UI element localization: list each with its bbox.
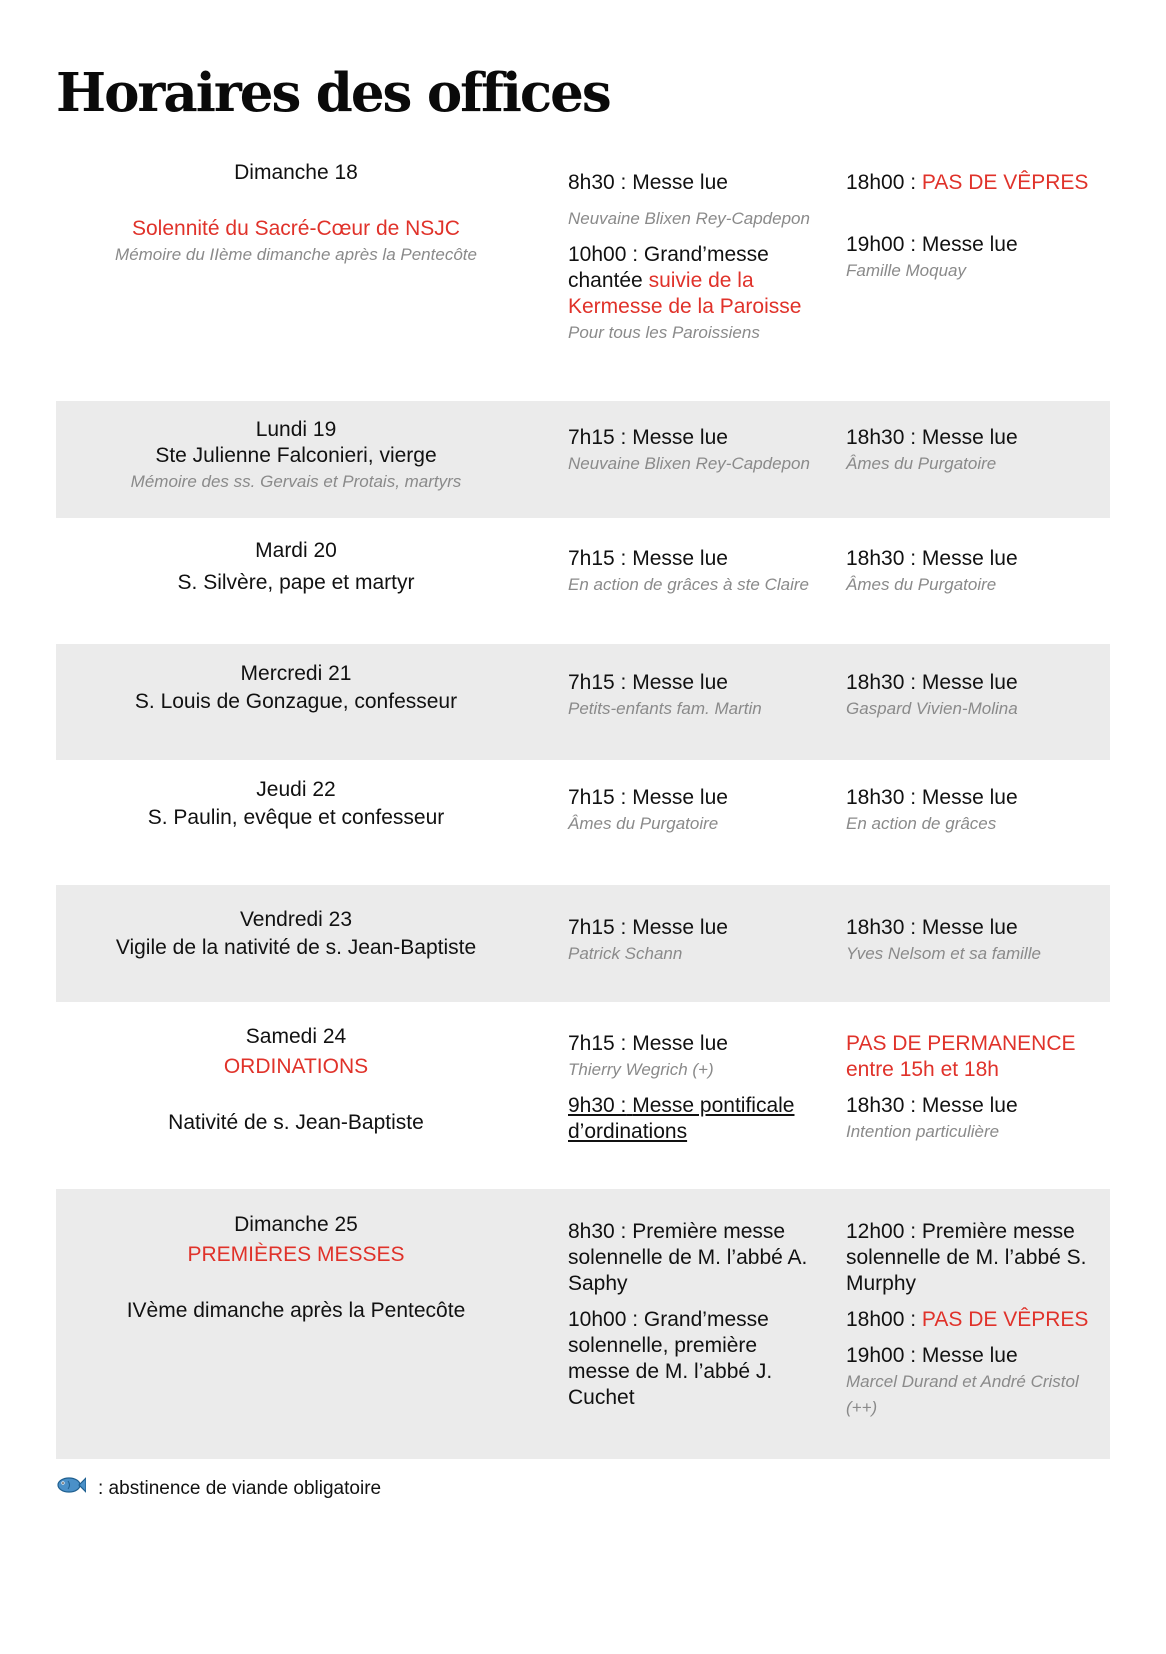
service-entry: [568, 1307, 823, 1411]
service-entry: [568, 670, 823, 696]
highlight-label: PREMIÈRES MESSES: [187, 1243, 405, 1266]
service-intention: Âmes du Purgatoire: [846, 575, 997, 594]
service-label: Messe lue: [921, 916, 1018, 939]
service-time: 18h30 :: [846, 786, 917, 809]
service-time: 7h15 :: [568, 426, 627, 449]
day-cell: [56, 1024, 536, 1136]
service-entry: [568, 242, 823, 320]
service-entry: [846, 1093, 1106, 1119]
service-intention: Famille Moquay: [846, 261, 966, 280]
saint-label: S. Louis de Gonzague, confesseur: [134, 690, 458, 713]
evening-column: [846, 670, 1106, 722]
service-time: 18h30 :: [846, 547, 917, 570]
service-time: 18h30 :: [846, 426, 917, 449]
day-cell: [56, 160, 536, 268]
evening-column: [846, 1031, 1106, 1145]
service-entry: [846, 1307, 1106, 1333]
service-intention: En action de grâces: [846, 814, 997, 833]
service-entry: [846, 170, 1106, 196]
service-intention: Intention particulière: [846, 1122, 1000, 1141]
evening-column: [846, 1219, 1106, 1421]
service-time: 7h15 :: [568, 1032, 627, 1055]
schedule-row-mardi-20: [56, 523, 1110, 639]
day-cell: [56, 538, 536, 596]
service-time: 7h15 :: [568, 547, 627, 570]
service-label: Messe lue: [921, 671, 1018, 694]
day-label: Lundi 19: [255, 418, 337, 441]
service-entry: [568, 1093, 823, 1145]
saint-label: Ste Julienne Falconieri, vierge: [155, 444, 437, 467]
service-intention: Yves Nelsom et sa famille: [846, 944, 1041, 963]
service-label: Messe lue: [921, 547, 1018, 570]
service-entry: [846, 546, 1106, 572]
memorial-label: Mémoire du IIème dimanche après la Pentecôte: [115, 245, 477, 264]
service-intention: En action de grâces à ste Claire: [568, 575, 809, 594]
morning-column: [568, 785, 823, 837]
service-time: 19h00 :: [846, 233, 917, 256]
service-intention: Âmes du Purgatoire: [568, 814, 719, 833]
service-entry: [846, 1343, 1106, 1369]
service-label: Messe lue: [632, 786, 728, 809]
day-label: Mardi 20: [255, 539, 337, 562]
service-time: 18h00 :: [846, 1308, 917, 1331]
service-label: Messe lue: [632, 916, 728, 939]
feast-label: Nativité de s. Jean-Baptiste: [168, 1111, 424, 1134]
service-time: 7h15 :: [568, 671, 627, 694]
evening-column: [846, 546, 1106, 598]
service-time: 18h00 :: [846, 171, 917, 194]
service-time: 12h00 :: [846, 1220, 917, 1243]
service-label: Grand’messe solennelle, première messe de M. l’abbé J. Cuchet: [568, 1308, 773, 1409]
notice-label: PAS DE PERMANENCE entre 15h et 18h: [846, 1032, 1076, 1081]
service-time: 8h30 :: [568, 1220, 627, 1243]
service-label-red: PAS DE VÊPRES: [921, 1308, 1089, 1331]
morning-column: [568, 1031, 823, 1145]
service-time: 10h00 :: [568, 1308, 639, 1331]
service-label-red: PAS DE VÊPRES: [921, 171, 1089, 194]
saint-label: Vigile de la nativité de s. Jean-Baptiste: [115, 936, 477, 959]
service-entry: [568, 915, 823, 941]
service-intention: Gaspard Vivien-Molina: [846, 699, 1018, 718]
service-intention: Neuvaine Blixen Rey-Capdepon: [568, 209, 810, 228]
day-label: Samedi 24: [245, 1025, 347, 1048]
day-label: Dimanche 18: [234, 161, 358, 184]
morning-column: [568, 670, 823, 722]
schedule-row-lundi-19: [56, 401, 1110, 518]
morning-column: [568, 170, 823, 346]
evening-column: [846, 425, 1106, 477]
evening-column: [846, 785, 1106, 837]
day-cell: [56, 417, 536, 495]
schedule-row-mercredi-21: [56, 644, 1110, 760]
day-cell: [56, 1212, 536, 1324]
service-intention: Thierry Wegrich (+): [568, 1060, 714, 1079]
schedule-row-jeudi-22: [56, 765, 1110, 880]
service-intention: Pour tous les Paroissiens: [568, 323, 760, 342]
service-time: 18h30 :: [846, 671, 917, 694]
day-label: Vendredi 23: [239, 908, 353, 931]
service-label: Grand’messe chantée: [568, 243, 769, 292]
service-label: Messe lue: [632, 547, 728, 570]
service-label: Messe lue: [921, 426, 1018, 449]
service-intention: Neuvaine Blixen Rey-Capdepon: [568, 454, 810, 473]
service-intention: Patrick Schann: [568, 944, 683, 963]
service-time: 19h00 :: [846, 1344, 917, 1367]
service-time: 18h30 :: [846, 916, 917, 939]
service-entry: [568, 1031, 823, 1057]
evening-column: [846, 915, 1106, 967]
service-entry: [568, 546, 823, 572]
service-label: Messe lue: [632, 671, 728, 694]
schedule-row-dimanche-25: [56, 1189, 1110, 1459]
saint-label: S. Paulin, evêque et confesseur: [147, 806, 445, 829]
highlight-label: ORDINATIONS: [223, 1055, 369, 1078]
schedule-row-vendredi-23: [56, 885, 1110, 1002]
service-label: Première messe solennelle de M. l’abbé S. Murphy: [846, 1220, 1087, 1295]
day-label: Jeudi 22: [256, 778, 336, 801]
service-label: Première messe solennelle de M. l’abbé A. Saphy: [568, 1220, 808, 1295]
service-entry: [846, 1219, 1106, 1297]
morning-column: [568, 1219, 823, 1411]
service-time: 9h30 :: [568, 1094, 627, 1117]
service-label: Messe lue: [632, 426, 728, 449]
service-time: 7h15 :: [568, 786, 627, 809]
service-entry: [846, 232, 1106, 258]
service-intention: Marcel Durand et André Cristol (++): [846, 1372, 1079, 1417]
service-entry: [568, 170, 823, 196]
service-label: Messe lue: [921, 1094, 1018, 1117]
service-entry: [846, 785, 1106, 811]
feast-label: Solennité du Sacré-Cœur de NSJC: [132, 217, 460, 240]
service-label: Messe lue: [921, 1344, 1018, 1367]
service-entry: [568, 1219, 823, 1297]
evening-column: [846, 170, 1106, 284]
feast-label: IVème dimanche après la Pentecôte: [126, 1299, 466, 1322]
service-time: 7h15 :: [568, 916, 627, 939]
schedule-row-dimanche-18: [56, 160, 1110, 382]
fish-icon: [56, 1474, 86, 1504]
morning-column: [568, 425, 823, 477]
day-label: Dimanche 25: [234, 1213, 358, 1236]
service-time: 8h30 :: [568, 171, 627, 194]
schedule-row-samedi-24: [56, 1007, 1110, 1185]
service-label: Messe lue: [921, 786, 1018, 809]
page-title: Horaires des offices: [56, 62, 610, 124]
service-label: Messe lue: [921, 233, 1018, 256]
service-label: Messe lue: [632, 1032, 728, 1055]
service-label: Messe pontificale d’ordinations: [568, 1094, 795, 1143]
day-label: Mercredi 21: [240, 662, 352, 685]
service-label-red: suivie de la Kermesse de la Paroisse: [568, 269, 802, 318]
morning-column: [568, 546, 823, 598]
morning-column: [568, 915, 823, 967]
legend: [56, 1474, 381, 1504]
service-time: 10h00 :: [568, 243, 639, 266]
legend-text: : abstinence de viande obligatoire: [98, 1478, 382, 1500]
day-cell: [56, 907, 536, 961]
service-time: 18h30 :: [846, 1094, 917, 1117]
service-intention: Âmes du Purgatoire: [846, 454, 997, 473]
saint-label: S. Silvère, pape et martyr: [177, 571, 415, 594]
service-entry: [846, 425, 1106, 451]
service-entry: [568, 785, 823, 811]
service-label: Messe lue: [632, 171, 728, 194]
day-cell: [56, 661, 536, 715]
service-intention: Petits-enfants fam. Martin: [568, 699, 762, 718]
service-entry: [568, 425, 823, 451]
service-entry: [846, 915, 1106, 941]
day-cell: [56, 777, 536, 831]
memorial-label: Mémoire des ss. Gervais et Protais, martyrs: [130, 472, 462, 491]
service-entry: [846, 670, 1106, 696]
